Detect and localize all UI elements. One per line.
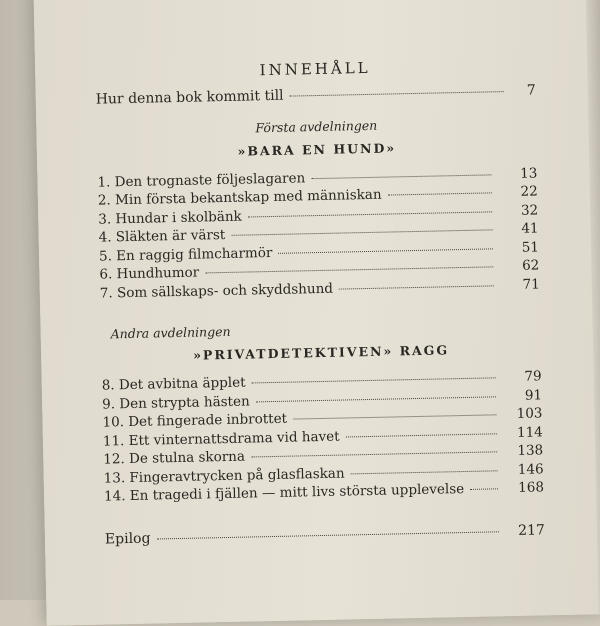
leader-dots xyxy=(256,396,496,402)
toc-entry-label: 9. Den strypta hästen xyxy=(101,392,250,413)
toc-entry-page: 71 xyxy=(522,275,540,293)
leader-dots xyxy=(278,248,493,253)
part1-kicker: Första avdelningen xyxy=(255,117,378,135)
leader-dots xyxy=(311,174,491,179)
toc-entry-page: 217 xyxy=(517,521,546,539)
leader-dots xyxy=(231,229,492,235)
part2-section xyxy=(101,317,542,364)
toc-entry-page: 51 xyxy=(521,238,540,256)
toc-intro-row xyxy=(96,81,536,109)
toc-entry-label: 13. Fingeravtrycken på glasflaskan xyxy=(103,465,345,487)
leader-dots xyxy=(346,433,497,437)
toc-entry-page: 103 xyxy=(516,405,543,422)
toc-entry-page: 13 xyxy=(520,164,538,182)
toc-entry-page: 114 xyxy=(516,423,543,441)
toc-entry-label: 5. En raggig filmcharmör xyxy=(98,244,273,265)
toc-entry-page: 91 xyxy=(524,386,543,404)
toc-entry-label: Hur denna bok kommit till xyxy=(95,87,284,108)
part2-kicker: Andra avdelningen xyxy=(110,323,231,342)
toc-entry-page: 7 xyxy=(526,82,536,99)
toc-entry-page: 138 xyxy=(517,442,544,459)
toc-entry-page: 41 xyxy=(521,220,539,237)
toc-entry-page: 79 xyxy=(524,368,542,385)
toc-entry-label: 10. Det fingerade inbrottet xyxy=(102,410,288,431)
toc-entry-page: 146 xyxy=(517,460,544,478)
toc-entry-page: 62 xyxy=(521,257,540,274)
leader-dots xyxy=(470,488,498,490)
table-of-contents xyxy=(95,55,545,548)
part1-title: »BARA EN HUND» xyxy=(237,139,397,159)
toc-entry-label: 11. Ett vinternattsdrama vid havet xyxy=(102,428,340,450)
page-edge xyxy=(585,0,600,614)
toc-entry-label: 1. Den trognaste följeslagaren xyxy=(97,169,306,191)
toc-entry-label: Epilog xyxy=(104,530,151,548)
part2-chapter-list xyxy=(102,367,545,506)
toc-entry-page: 168 xyxy=(518,479,545,496)
leader-dots xyxy=(339,285,494,289)
toc-entry-label: 3. Hundar i skolbänk xyxy=(98,208,242,228)
leader-dots xyxy=(252,377,496,383)
leader-dots xyxy=(205,266,493,273)
leader-dots xyxy=(248,211,492,217)
toc-heading: INNEHÅLL xyxy=(259,58,371,80)
part1-chapter-list xyxy=(97,164,540,303)
leader-dots xyxy=(290,91,504,96)
leader-dots xyxy=(351,470,498,474)
toc-entry-label: 2. Min första bekantskap med människan xyxy=(97,186,382,209)
toc-entry-label: 14. En tragedi i fjällen — mitt livs största upplevelse xyxy=(103,481,465,505)
toc-epilog-row xyxy=(105,521,545,549)
toc-entry-page: 22 xyxy=(520,183,538,200)
toc-entry-label: 8. Det avbitna äpplet xyxy=(101,374,246,394)
leader-dots xyxy=(388,192,492,195)
toc-entry-label: 7. Som sällskaps- och skyddshund xyxy=(99,280,334,302)
toc-entry-label: 4. Släkten är värst xyxy=(98,226,226,246)
book-page xyxy=(33,0,600,626)
toc-entry-label: 12. De stulna skorna xyxy=(103,448,246,468)
toc-entry-page: 32 xyxy=(520,201,539,219)
leader-dots xyxy=(156,531,498,539)
part2-title: »PRIVATDETEKTIVEN» RAGG xyxy=(192,342,450,363)
leader-dots xyxy=(251,451,497,457)
toc-entry-label: 6. Hundhumor xyxy=(99,264,200,283)
leader-dots xyxy=(293,414,496,419)
